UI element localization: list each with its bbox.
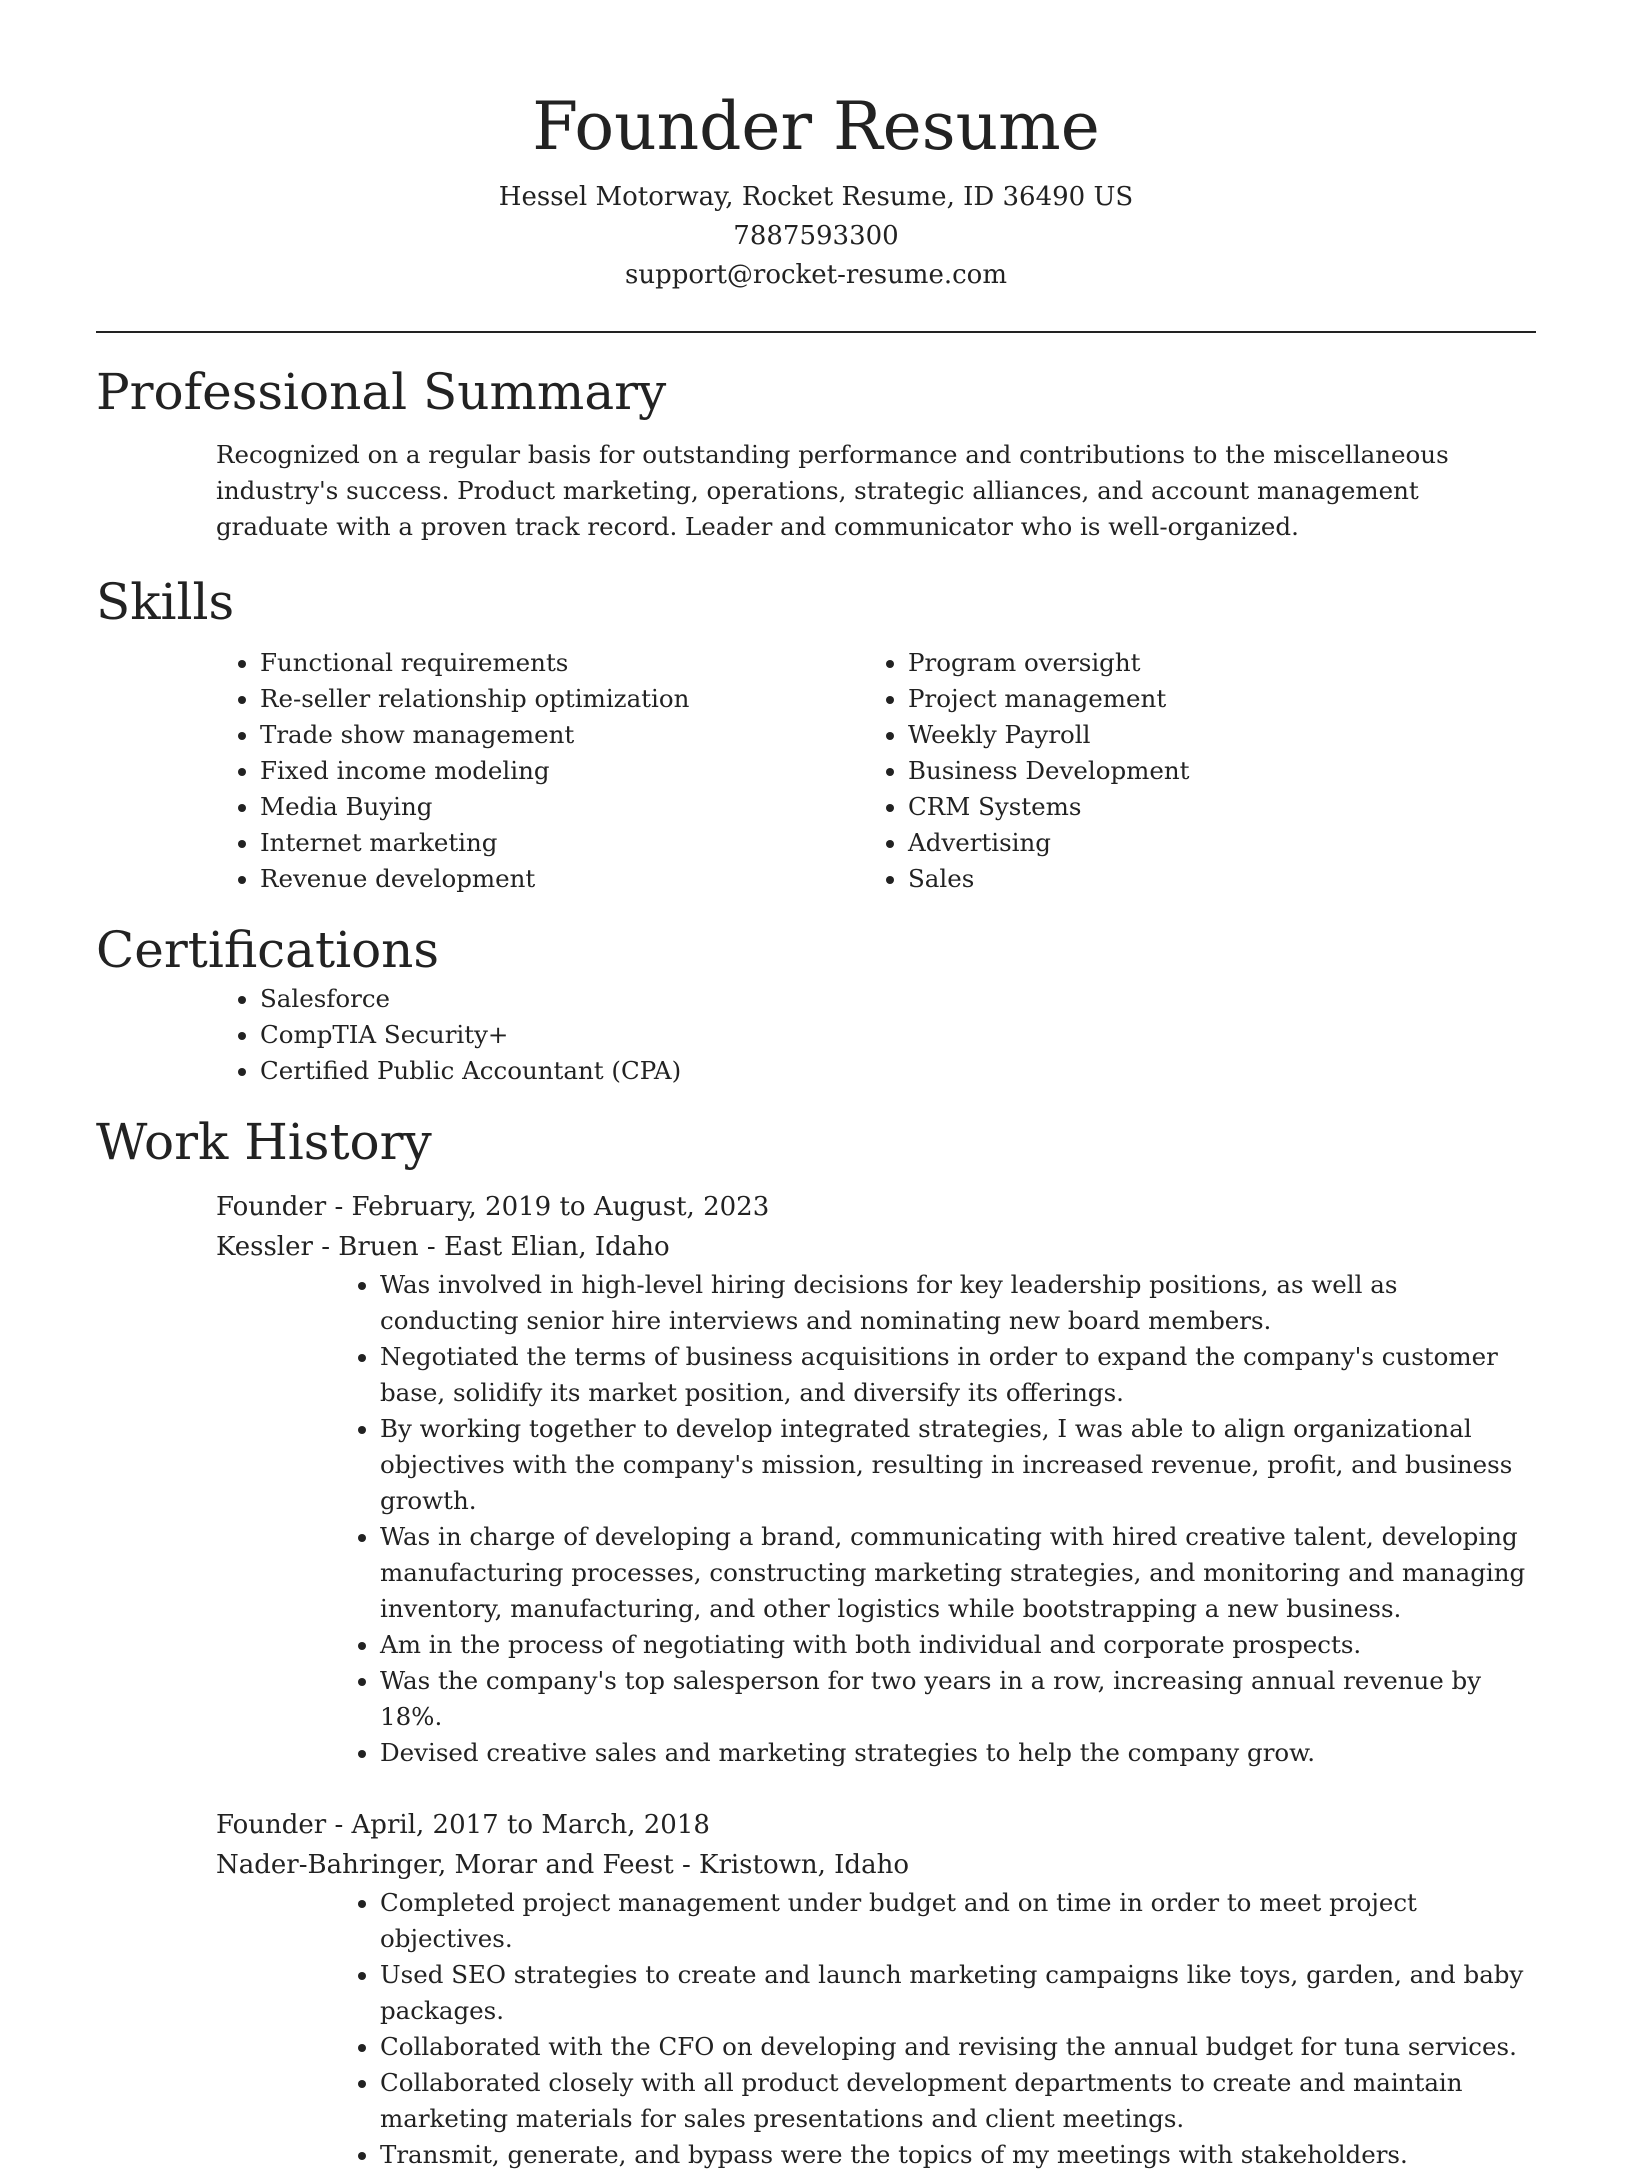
skill-item: • Re-seller relationship optimization	[260, 681, 746, 717]
resume-page	[96, 0, 1536, 2173]
skill-item: • Advertising	[908, 825, 1536, 861]
job-title-dates: Founder - February, 2019 to August, 2023	[216, 1192, 770, 1222]
skill-item: • Internet marketing	[260, 825, 746, 861]
contact-address: Hessel Motorway, Rocket Resume, ID 36490 US	[498, 182, 1134, 212]
skill-item: • Functional requirements	[260, 645, 746, 681]
header-divider	[96, 331, 1536, 333]
contact-info	[96, 178, 1536, 295]
job-bullets	[216, 1267, 1536, 1771]
section-title-skills: Skills	[96, 573, 235, 631]
skill-item: • CRM Systems	[908, 789, 1536, 825]
summary-text: Recognized on a regular basis for outstanding performance and contributions to the miscellaneous industry's success. Product marketing, operations, strategic alliances, and account management graduate with a proven track record. Leader and communicator who is well-organized.	[216, 440, 1449, 541]
job-company-location: Kessler - Bruen - East Elian, Idaho	[216, 1232, 670, 1262]
certification-item: • Salesforce	[260, 981, 1536, 1017]
skill-item: • Revenue development	[260, 861, 746, 897]
job-bullet: • Negotiated the terms of business acquisitions in order to expand the company's customer base, solidify its market position, and diversify its offerings.	[380, 1339, 1536, 1411]
job-bullet: • Was the company's top salesperson for two years in a row, increasing annual revenue by 18%.	[380, 1663, 1536, 1735]
section-title-summary: Professional Summary	[96, 363, 667, 421]
skills-column-right	[746, 645, 1536, 897]
job-bullet: • Was in charge of developing a brand, communicating with hired creative talent, developing manufacturing processes, constructing marketing strategies, and monitoring and managing inventory, manufacturing, and other logistics while bootstrapping a new business.	[380, 1519, 1536, 1627]
job-entry	[216, 1187, 1536, 1771]
skills-column-left	[96, 645, 746, 897]
skill-item: • Business Development	[908, 753, 1536, 789]
job-bullet: • By working together to develop integrated strategies, I was able to align organizational objectives with the company's mission, resulting in increased revenue, profit, and business growth.	[380, 1411, 1536, 1519]
certification-item: • Certified Public Accountant (CPA)	[260, 1053, 1536, 1089]
section-title-work-history: Work History	[96, 1113, 432, 1171]
section-title-certifications: Certifications	[96, 921, 440, 979]
job-company-location: Nader-Bahringer, Morar and Feest - Kristown, Idaho	[216, 1850, 909, 1880]
job-bullet: • Transmit, generate, and bypass were the topics of my meetings with stakeholders.	[380, 2137, 1536, 2173]
skill-item: • Weekly Payroll	[908, 717, 1536, 753]
skills-list	[96, 645, 1536, 897]
job-bullet: • Am in the process of negotiating with both individual and corporate prospects.	[380, 1627, 1536, 1663]
skill-item: • Media Buying	[260, 789, 746, 825]
skill-item: • Fixed income modeling	[260, 753, 746, 789]
job-bullet: • Collaborated with the CFO on developing and revising the annual budget for tuna services.	[380, 2029, 1536, 2065]
job-title-dates: Founder - April, 2017 to March, 2018	[216, 1810, 710, 1840]
skill-item: • Sales	[908, 861, 1536, 897]
skill-item: • Project management	[908, 681, 1536, 717]
job-bullets	[216, 1885, 1536, 2173]
contact-email: support@rocket-resume.com	[624, 260, 1007, 290]
job-entry	[216, 1805, 1536, 2173]
resume-header	[96, 0, 1536, 295]
skill-item: • Program oversight	[908, 645, 1536, 681]
job-bullet: • Collaborated closely with all product development departments to create and maintain marketing materials for sales presentations and client meetings.	[380, 2065, 1536, 2137]
job-bullet: • Used SEO strategies to create and launch marketing campaigns like toys, garden, and baby packages.	[380, 1957, 1536, 2029]
certification-item: • CompTIA Security+	[260, 1017, 1536, 1053]
skill-item: • Trade show management	[260, 717, 746, 753]
job-bullet: • Was involved in high-level hiring decisions for key leadership positions, as well as conducting senior hire interviews and nominating new board members.	[380, 1267, 1536, 1339]
resume-title: Founder Resume	[532, 88, 1100, 165]
job-bullet: • Devised creative sales and marketing strategies to help the company grow.	[380, 1735, 1536, 1771]
job-bullet: • Completed project management under budget and on time in order to meet project objectives.	[380, 1885, 1536, 1957]
certifications-list	[96, 981, 1536, 1089]
contact-phone: 7887593300	[733, 221, 899, 251]
